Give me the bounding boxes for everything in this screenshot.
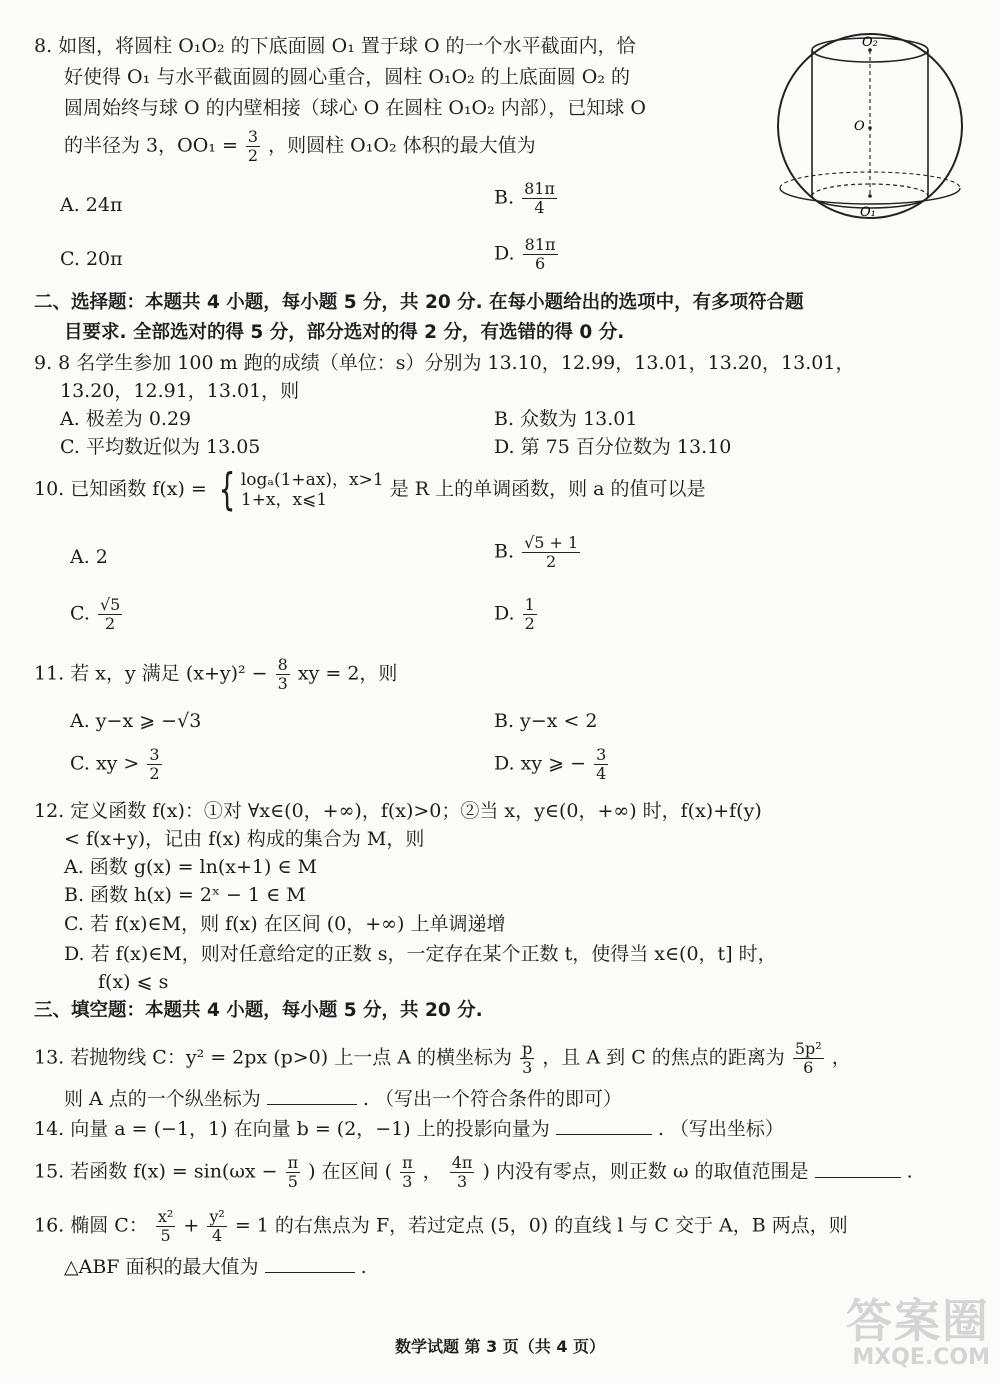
q10-option-d: D. $\frac{1}{2}$ <box>494 595 535 633</box>
q9-option-c: C. 平均数近似为 13.05 <box>60 436 261 458</box>
q8-option-a: A. 24π <box>60 194 123 216</box>
q8-line-2: 好使得 O₁ 与水平截面圆的圆心重合，圆柱 O₁O₂ 的上底面圆 O₂ 的 <box>64 66 631 88</box>
q10-option-c: C. $\frac{√5}{2}$ <box>70 595 121 633</box>
q16-line-1: 16. 椭圆 C： $\frac{\text{x²}}{5}$ + $\frac{\text{y²}}{4}$ = 1 的右焦点为 F，若过定点 (5，0) 的直线 l 与 C 交于 A，B 两点，则 <box>34 1207 848 1245</box>
section-3-header: 三、填空题：本题共 4 小题，每小题 5 分，共 20 分. <box>34 1000 483 1021</box>
q8-option-c: C. 20π <box>60 248 123 270</box>
q8-option-b: B. $\frac{81\pi}{4}$ <box>494 179 555 217</box>
label-o: O <box>854 119 865 134</box>
q16-answer-blank <box>265 1252 355 1273</box>
q12-line-2: < f(x+y)，记由 f(x) 构成的集合为 M，则 <box>64 828 425 850</box>
label-o2: O₂ <box>862 35 878 50</box>
q10-option-a: A. 2 <box>70 546 108 568</box>
q10-option-b: B. $\frac{√5 + 1}{2}$ <box>494 533 579 571</box>
section-2-header-line-2: 目要求. 全部选对的得 5 分，部分选对的得 2 分，有选错的得 0 分. <box>64 322 625 343</box>
q12-option-b: B. 函数 h(x) = 2ˣ − 1 ∈ M <box>64 884 306 906</box>
watermark <box>840 1296 990 1370</box>
watermark-logo-text: 答案圈 <box>846 1294 990 1348</box>
q12-option-a: A. 函数 g(x) = ln(x+1) ∈ M <box>64 856 318 878</box>
q8-fraction: $\frac{3}{2}$ <box>247 127 259 165</box>
q8-line-4-b: ，则圆柱 O₁O₂ 体积的最大值为 <box>268 134 536 157</box>
q13-answer-blank <box>267 1084 357 1105</box>
q8-line-4 <box>64 128 536 165</box>
q8-option-d: D. $\frac{81\pi}{6}$ <box>494 235 556 273</box>
q9-line-2: 13.20，12.91，13.01，则 <box>60 380 300 402</box>
q13-line-2: 则 A 点的一个纵坐标为 . （写出一个符合条件的即可） <box>64 1084 622 1112</box>
q12-line-1: 12. 定义函数 f(x)：①对 ∀x∈(0，+∞)，f(x)>0；②当 x，y∈(0，+∞) 时，f(x)+f(y) <box>34 800 762 822</box>
sphere-cylinder-figure <box>774 18 970 228</box>
q16-line-2: △ABF 面积的最大值为 . <box>64 1252 367 1280</box>
q8-line-1: 8. 如图，将圆柱 O₁O₂ 的下底面圆 O₁ 置于球 O 的一个水平截面内，恰 <box>34 35 636 57</box>
q11-stem: 11. 若 x，y 满足 (x+y)² − $\frac{8}{3}$ xy = 2，则 <box>34 655 398 693</box>
q13-line-1: 13. 若抛物线 C：y² = 2px (p>0) 上一点 A 的横坐标为 $\frac{p}{3}$ ，且 A 到 C 的焦点的距离为 $\frac{\text{5p²}}{6}$ ， <box>34 1039 851 1077</box>
q14-answer-blank <box>556 1114 652 1135</box>
watermark-url: MXQE.COM <box>852 1345 990 1370</box>
page-footer: 数学试题 第 3 页（共 4 页） <box>394 1337 606 1356</box>
q11-option-b: B. y−x < 2 <box>494 710 598 732</box>
q9-option-a: A. 极差为 0.29 <box>60 408 192 430</box>
q10-piecewise: { logₐ(1+ax)，x>1 1+x，x⩽1 <box>218 464 384 515</box>
q15-answer-blank <box>815 1157 901 1178</box>
label-o1: O₁ <box>860 205 876 220</box>
q9-option-d: D. 第 75 百分位数为 13.10 <box>494 436 732 458</box>
q12-option-d-line-1: D. 若 f(x)∈M，则对任意给定的正数 s，一定存在某个正数 t，使得当 x∈(0，t] 时， <box>64 943 777 965</box>
q11-option-a: A. y−x ⩾ −√3 <box>70 710 202 732</box>
q9-option-b: B. 众数为 13.01 <box>494 408 638 430</box>
q11-option-c: C. xy > $\frac{3}{2}$ <box>70 745 160 783</box>
q9-line-1: 9. 8 名学生参加 100 m 跑的成绩（单位：s）分别为 13.10，12.99，13.01，13.20，13.01， <box>34 352 855 374</box>
q8-line-4-a: 的半径为 3，OO₁ = <box>64 134 238 157</box>
section-2-header-line-1: 二、选择题：本题共 4 小题，每小题 5 分，共 20 分. 在每小题给出的选项中，有多项符合题 <box>34 292 804 313</box>
q8-line-3: 圆周始终与球 O 的内壁相接（球心 O 在圆柱 O₁O₂ 内部），已知球 O <box>64 97 646 119</box>
q12-option-c: C. 若 f(x)∈M，则 f(x) 在区间 (0，+∞) 上单调递增 <box>64 913 506 935</box>
question-14: 14. 向量 a = (−1，1) 在向量 b = (2，−1) 上的投影向量为 . （写出坐标） <box>34 1114 784 1142</box>
q10-stem: 10. 已知函数 f(x) = { logₐ(1+ax)，x>1 1+x，x⩽1 是 R 上的单调函数，则 a 的值可以是 <box>34 464 706 515</box>
question-15: 15. 若函数 f(x) = sin(ωx − $\frac{\pi}{5}$ ) 在区间 ( $\frac{\pi}{3}$ ， $\frac{4\pi}{3}$ ) 内没有零点，则正数 ω 的取值范围是 . <box>34 1153 913 1191</box>
q11-option-d: D. xy ⩾ − $\frac{3}{4}$ <box>494 745 607 783</box>
q12-option-d-line-2: f(x) ⩽ s <box>98 971 169 993</box>
